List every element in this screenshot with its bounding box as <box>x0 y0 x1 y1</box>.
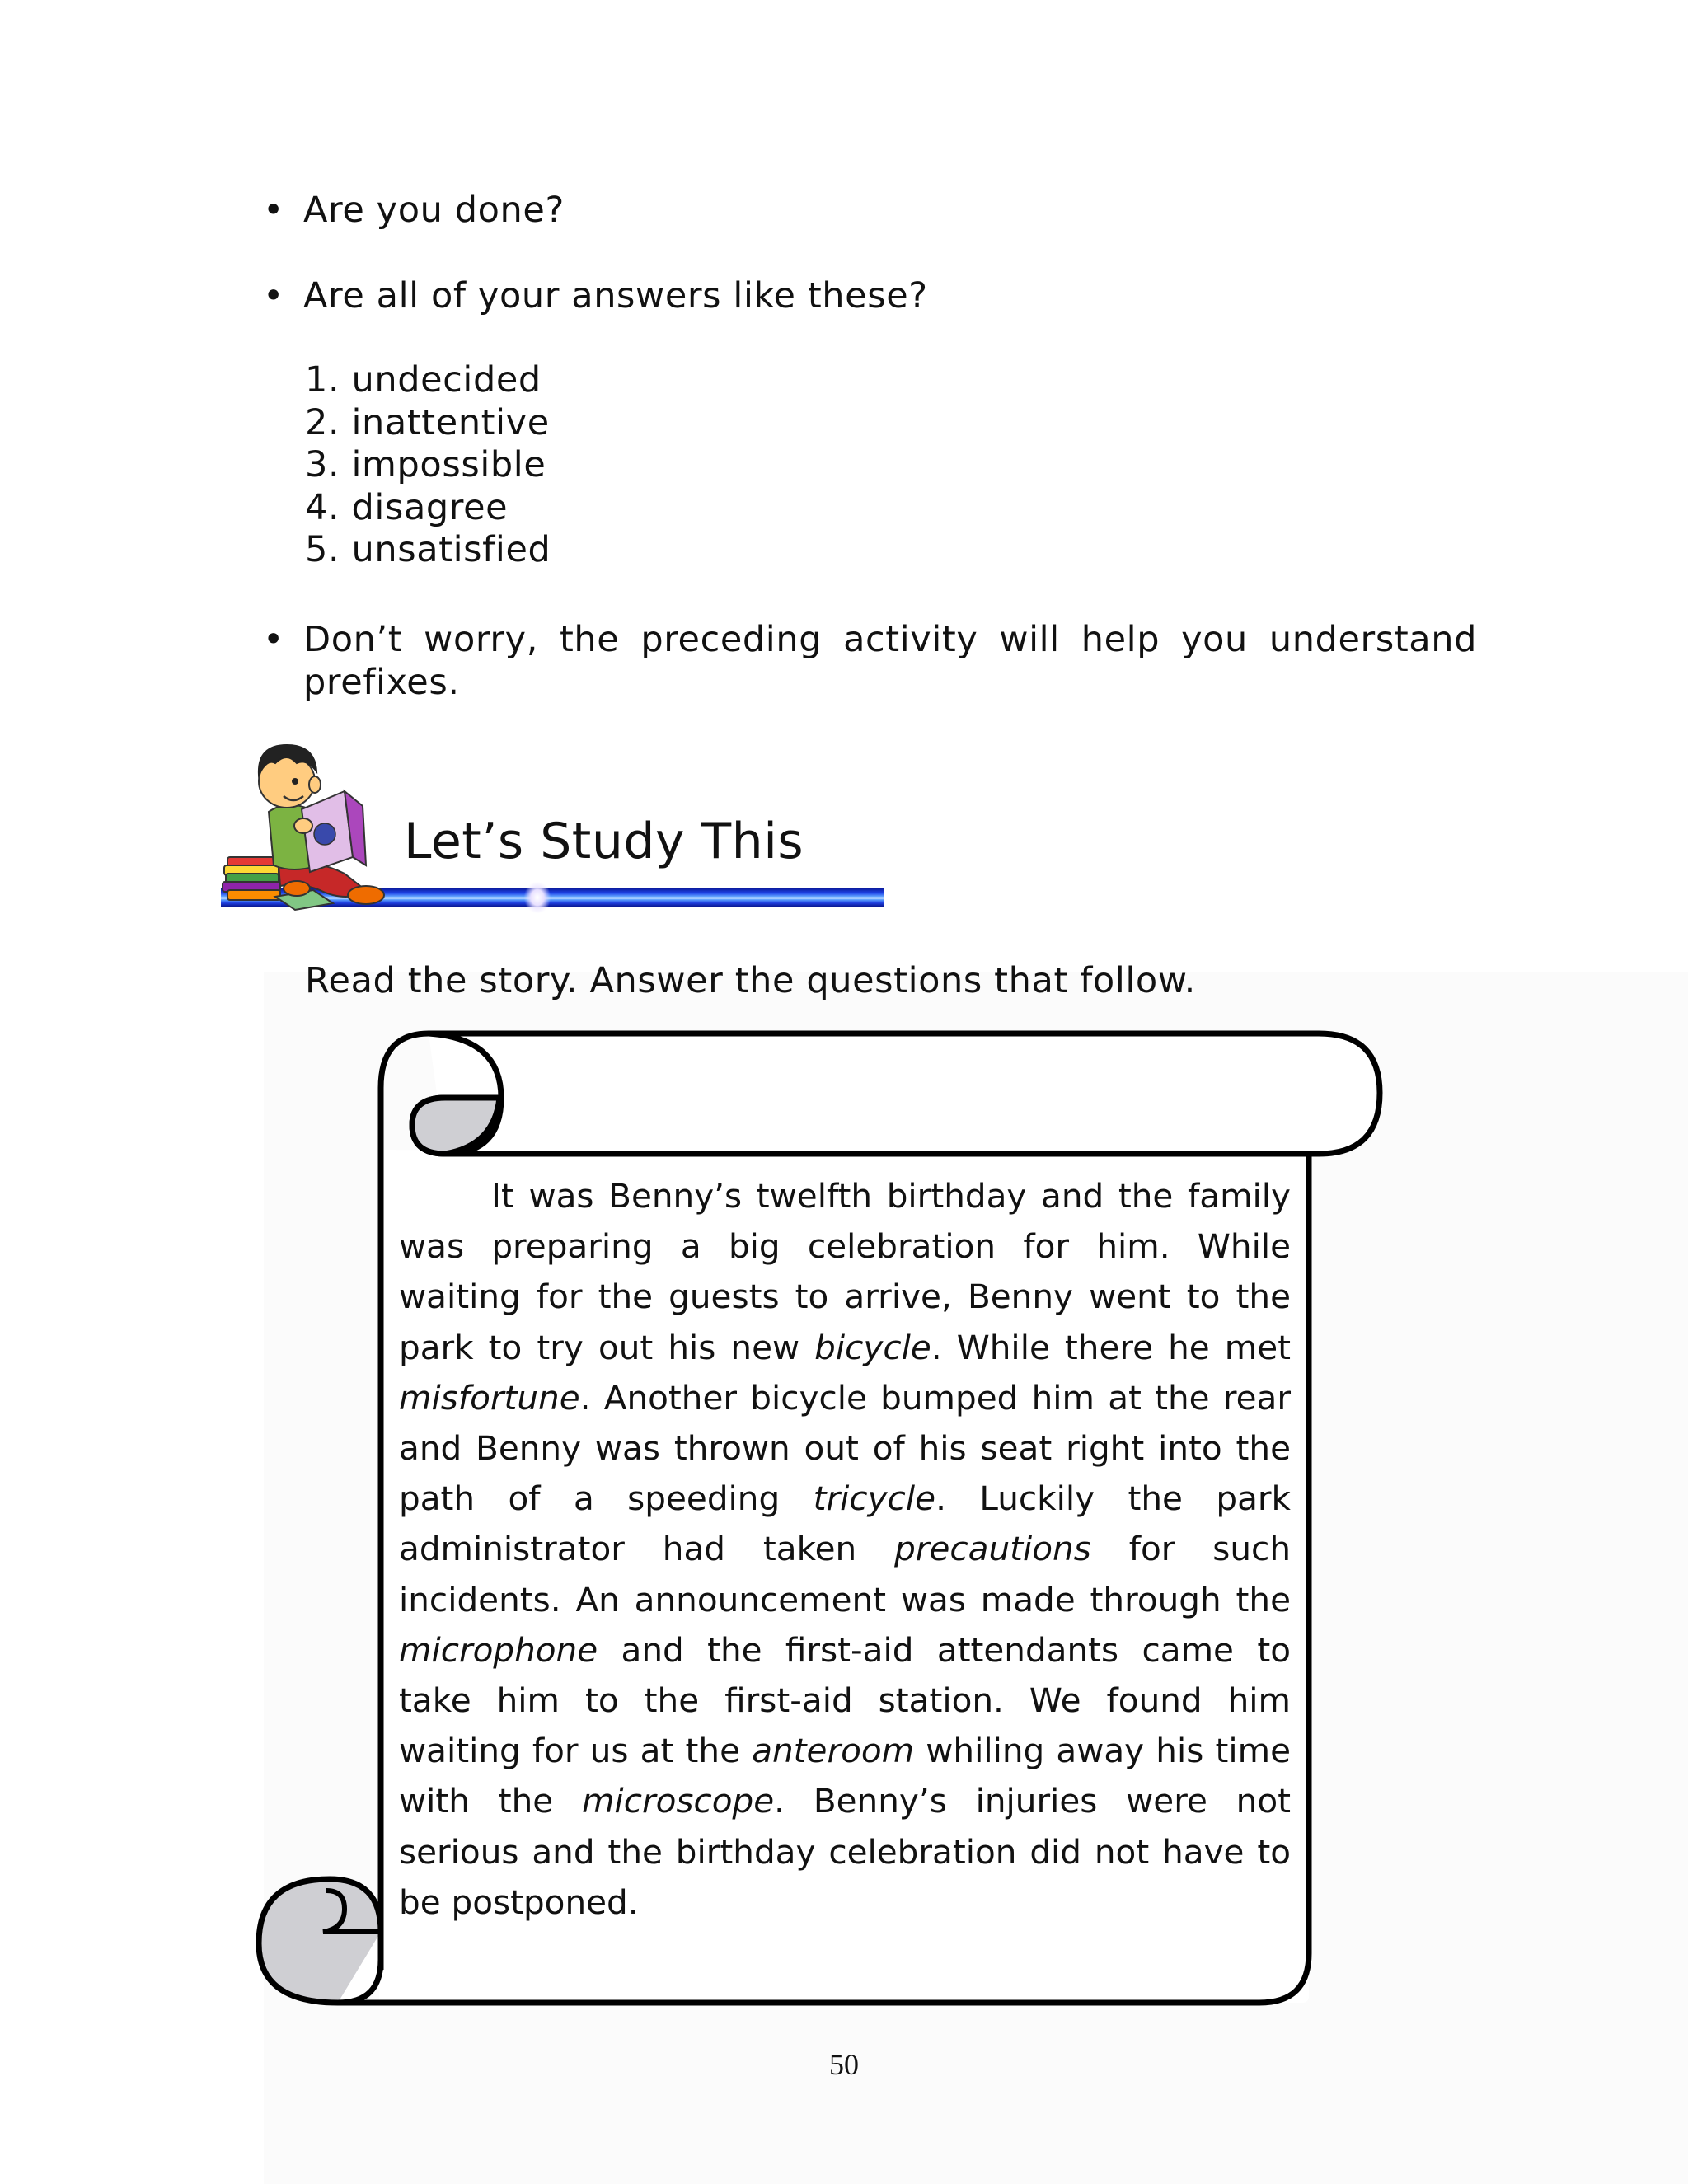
story-line <box>399 1776 1291 1826</box>
story-word-anteroom: anteroom <box>752 1731 915 1771</box>
story-line <box>399 1524 1291 1574</box>
instruction-text: Read the story. Answer the questions that follow. <box>305 960 1196 1001</box>
story-word-microphone: microphone <box>399 1629 598 1670</box>
story-line: take him to the first-aid station. We found him <box>399 1680 1291 1721</box>
story-text-segment: with the <box>399 1781 582 1821</box>
story-text-segment: administrator had taken <box>399 1529 895 1569</box>
answer-item: 4. disagree <box>305 486 509 528</box>
story-text-segment: . While there he met <box>931 1327 1291 1367</box>
story-line: It was Benny’s twelfth birthday and the family <box>491 1176 1291 1216</box>
bullet-text: Are you done? <box>303 190 565 231</box>
answer-item: 3. impossible <box>305 444 546 485</box>
bullet-text: Are all of your answers like these? <box>303 275 928 316</box>
story-line: be postponed. <box>399 1882 639 1922</box>
page-number: 50 <box>829 2048 859 2081</box>
story-line: and Benny was thrown out of his seat right into the <box>399 1428 1291 1469</box>
answer-item: 1. undecided <box>305 359 542 401</box>
story-line: serious and the birthday celebration did not have to <box>399 1831 1291 1872</box>
bullet-icon: • <box>263 619 284 660</box>
story-text-segment: for such <box>1090 1529 1291 1569</box>
bullet-text-line: prefixes. <box>303 662 460 703</box>
story-word-tricycle: tricycle <box>813 1479 936 1519</box>
story-line: was preparing a big celebration for him. While <box>399 1226 1291 1267</box>
story-line <box>399 1625 1291 1675</box>
story-line <box>399 1726 1291 1776</box>
story-word-bicycle: bicycle <box>814 1327 931 1367</box>
bullet-text-line: Don’t worry, the preceding activity will help you understand <box>303 619 1477 660</box>
story-line <box>399 1373 1291 1423</box>
story-text-segment: and the first-aid attendants came to <box>598 1629 1291 1670</box>
story-line <box>399 1474 1291 1524</box>
bullet-text <box>303 618 1477 704</box>
answer-item: 2. inattentive <box>305 401 550 443</box>
answer-list <box>305 359 551 572</box>
section-title: Let’s Study This <box>404 813 804 870</box>
story-line <box>399 1323 1291 1373</box>
story-text-segment: whiling away his time <box>914 1731 1291 1771</box>
story-text-segment: park to try out his new <box>399 1327 815 1367</box>
story-text-segment: . Another bicycle bumped him at the rear <box>579 1377 1291 1418</box>
story-text-segment: path of a speeding <box>399 1479 814 1519</box>
story-text <box>399 1171 1291 1928</box>
answer-item: 5. unsatisfied <box>305 529 551 570</box>
story-text-segment: waiting for us at the <box>399 1731 753 1771</box>
bullet-icon: • <box>263 275 284 316</box>
story-word-microscope: microscope <box>581 1781 775 1821</box>
story-line: waiting for the guests to arrive, Benny went to the <box>399 1277 1291 1317</box>
story-text-segment: . Luckily the park <box>935 1479 1292 1519</box>
story-word-precautions: precautions <box>894 1529 1091 1569</box>
boy-reading-book-icon <box>221 733 386 919</box>
story-word-misfortune: misfortune <box>399 1377 580 1418</box>
bullet-item-dont-worry <box>257 618 1477 709</box>
bullet-icon: • <box>263 190 284 231</box>
section-header <box>221 733 885 919</box>
story-text-segment: . Benny’s injuries were not <box>774 1781 1291 1821</box>
rule-glow-icon <box>524 882 551 913</box>
story-line: incidents. An announcement was made through the <box>399 1579 1291 1619</box>
